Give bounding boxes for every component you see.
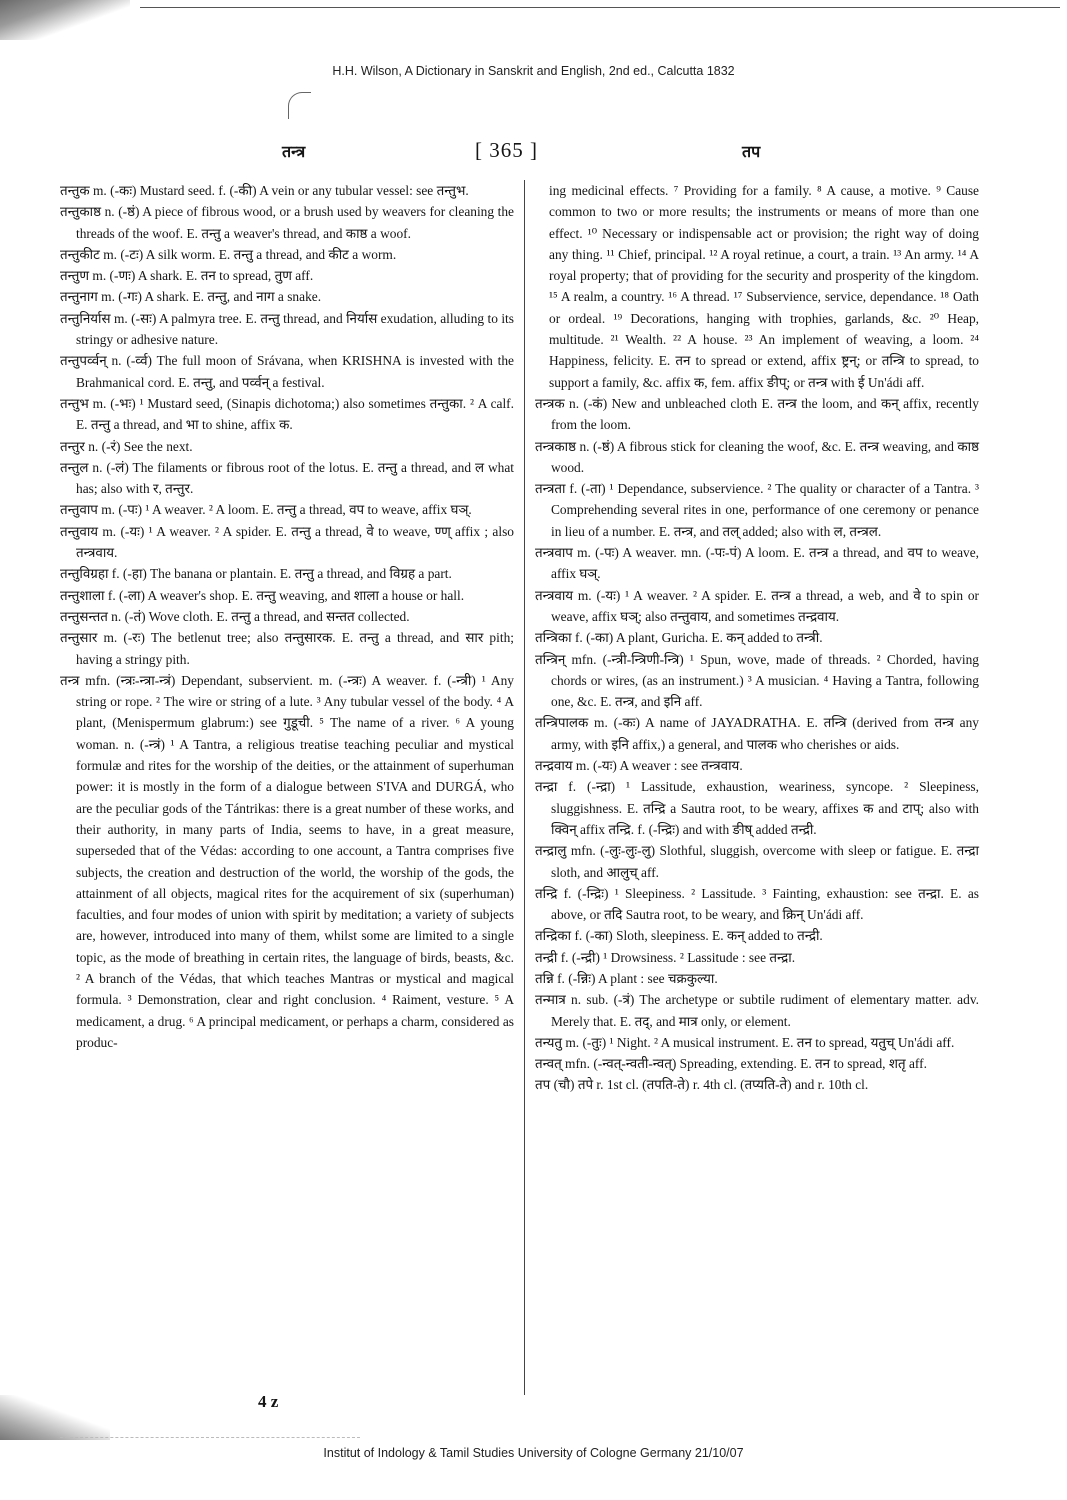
dictionary-entry: तन्तुकाष्ठ n. (-ष्ठं) A piece of fibrous wood, or a brush used by weavers for cleaning the threads of the woof. E. तन्तु a weaver's thread, and काष्ठ a woof. — [60, 204, 514, 241]
dictionary-entry: तन्तुर n. (-रं) See the next. — [60, 438, 193, 454]
page-number: [ 365 ] — [475, 138, 538, 162]
continued-entry-text: ing medicinal effects. ⁷ Providing for a family. ⁸ A cause, a motive. ⁹ Cause common to two or more results; the instruments or means of more than one effect. ¹⁰ Necessary or indispensable act or provision; the right way of doing any thing. ¹¹ Chief, principal. ¹² A royal retinue, a court, a train. ¹³ An army. ¹⁴ A royal property; that of providing for the security and prosperity of the kingdom. ¹⁵ A realm, a country. ¹⁶ A thread. ¹⁷ Subservience, service, dependance. ¹⁸ Oath or ordeal. ¹⁹ Decorations, hanging with trophies, garlands, &c. ²⁰ Heap, multitude. ²¹ Wealth. ²² A house. ²³ An implement of weaving, a loom. ²⁴ Happiness, felicity. E. तन to spread or extend, affix ष्ट्रन्; or तन्त्रि to spread, to support a family, &c. affix क, fem. affix ङीप्; or तन्त्र with ई Un'ádi aff. — [549, 183, 979, 390]
dictionary-entry: तन्द्री f. (-न्द्री) ¹ Drowsiness. ² Lassitude : see तन्द्रा. — [535, 949, 796, 965]
dictionary-entry: तन्तुशाला f. (-ला) A weaver's shop. E. तन्तु weaving, and शाला a house or hall. — [60, 587, 465, 603]
dictionary-entry: तन्यतु m. (-तुः) ¹ Night. ² A musical instrument. E. तन to spread, यतुच् Un'ádi aff. — [535, 1034, 955, 1050]
running-head-right: तप — [742, 142, 761, 161]
dictionary-entry: तन्द्रि f. (-न्द्रिः) ¹ Sleepiness. ² Lassitude. ³ Fainting, exhaustion: see तन्द्रा. E. as above, or तदि Sautra root, to be weary, and क्रिन् Un'ádi aff. — [535, 885, 979, 923]
scan-shadow-bottom-left — [0, 1395, 110, 1440]
dictionary-entry: तन्तुवाय m. (-यः) ¹ A weaver. ² A spider. E. तन्तु a thread, वे to weave, ण्ण् affix ; also तन्त्रवाय. — [60, 523, 514, 561]
dictionary-entry: तन्त्रिका f. (-का) A plant, Guricha. E. कन् added to तन्त्री. — [535, 630, 823, 646]
scan-edge-line-top — [140, 7, 1060, 8]
right-column — [535, 180, 979, 1096]
signature-mark: 4 z — [258, 1392, 279, 1411]
dictionary-entry: तन्त्र mfn. (न्त्रः-न्त्रा-न्त्रं) Dependant, subservient. m. (-न्त्रः) A weaver. f. (-न्त्री) ¹ Any string or rope. ² The wire or string of a lute. ³ Any tubular vessel of the body. ⁴ A plant, (Menispermum glabrum:) see गुडूची. ⁵ The name of a river. ⁶ A young woman. n. (-न्त्रं) ¹ A Tantra, a religious treatise teaching peculiar and mystical formulæ and rites for the worship of the deities, or the attainment of superhuman power: it is mostly in the form of a dialogue between S'IVA and DURGÁ, who are the peculiar gods of the Tántrikas: there is a great number of these works, and their authority, in many parts of India, seems to have, in a great measure, superseded that of the Védas: according to one account, a Tantra comprises five subjects, the creation and destruction of the world, the worship of the gods, the attainment of all objects, magical rites for the acquirement of six (superhuman) faculties, and four modes of union with spirit by meditation; a variety of subjects are, however, introduced into many of them, whilst some are limited to a single topic, as the mode of breathing in certain rites, the language of birds, beasts, &c. ² A branch of the Védas, that which teaches Mantras or mystical and magical formula. ³ Demonstration, clear and right conclusion. ⁴ Raiment, vesture. ⁵ A medicament, a drug. ⁶ A principal medicament, or perhaps a charm, considered as produc- — [60, 672, 514, 1050]
dictionary-entry: तन्तुविग्रहा f. (-हा) The banana or plantain. E. तन्तु a thread, and विग्रह a part. — [60, 566, 452, 582]
dictionary-entry: तन्नि f. (-न्निः) A plant : see चक्रकुल्या. — [535, 970, 718, 986]
scan-shadow-top-left — [0, 0, 130, 40]
dictionary-entry: तन्तुण m. (-णः) A shark. E. तन to spread, तुण aff. — [60, 268, 314, 284]
dictionary-entry: तन्तुकीट m. (-टः) A silk worm. E. तन्तु a thread, and कीट a worm. — [60, 246, 397, 262]
dictionary-entry: तन्तुसार m. (-रः) The betlenut tree; also तन्तुसारक. E. तन्तु a thread, and सार pith; having a stringy pith. — [60, 630, 514, 667]
dictionary-entry: तन्त्रवाप m. (-पः) A weaver. mn. (-पः-पं) A loom. E. तन्त्र a thread, and वप to weave, affix घञ्. — [535, 545, 979, 582]
scan-smudge-mark — [288, 92, 311, 119]
dictionary-entry: तन्तुभ m. (-भः) ¹ Mustard seed, (Sinapis dichotoma;) also sometimes तन्तुका. ² A calf. E. तन्तु a thread, and भा to shine, affix क. — [60, 395, 514, 433]
dictionary-entry: तन्द्रालु mfn. (-लुः-लुः-लु) Slothful, sluggish, overcome with sleep or fatigue. E. तन्द्रा sloth, and आलुच् aff. — [535, 843, 979, 880]
dictionary-entry: तप (चौ) तपे r. 1st cl. (तपति-ते) r. 4th cl. (तप्यति-ते) and r. 10th cl. — [535, 1077, 869, 1093]
dictionary-entry: तन्तुसन्तत n. (-तं) Wove cloth. E. तन्तु a thread, and सन्तत collected. — [60, 608, 410, 624]
dictionary-entry: तन्तुनाग m. (-गः) A shark. E. तन्तु, and नाग a snake. — [60, 289, 322, 305]
dictionary-entry: तन्त्रता f. (-ता) ¹ Dependance, subservience. ² The quality or character of a Tantra. ³ Comprehending several rites in one, performance of one ceremony or penance in lieu of a number. E. तन्त्र, and तल् added; also with ल, तन्त्रल. — [535, 481, 979, 539]
dictionary-entry: तन्तुक m. (-कः) Mustard seed. f. (-की) A vein or any tubular vessel: see तन्तुभ. — [60, 183, 469, 198]
left-column — [60, 180, 514, 1053]
column-divider — [524, 180, 525, 1395]
running-head-left: तन्त्र — [282, 142, 306, 161]
dictionary-entry: तन्त्रवाय m. (-यः) ¹ A weaver. ² A spider. E. तन्त्र a thread, a web, and वे to spin or weave, affix घञ्; also तन्तुवाय, and sometimes तन्द्रवाय. — [535, 587, 979, 624]
dictionary-entry: तन्तुपर्व्वन् n. (-र्व्व) The full moon of Srávana, when KRISHNA is invested with the Brahmanical cord. E. तन्तु, and पर्व्वन् a festival. — [60, 353, 514, 390]
dictionary-entry: तन्त्रकाष्ठ n. (-ष्ठं) A fibrous stick for cleaning the woof, &c. E. तन्त्र weaving, and काष्ठ wood. — [535, 438, 979, 475]
dictionary-entry: तन्वत् mfn. (-न्वत्-न्वती-न्वत्) Spreading, extending. E. तन to spread, शतृ aff. — [535, 1056, 927, 1072]
source-header: H.H. Wilson, A Dictionary in Sanskrit and English, 2nd ed., Calcutta 1832 — [332, 64, 735, 78]
dictionary-entry: तन्त्रिन् mfn. (-न्त्री-न्त्रिणी-न्त्रि) ¹ Spun, wove, made of threads. ² Chorded, having chords or wires, (as an instrument.) ³ A musician. ⁴ Having a Tantra, following one, &c. E. तन्त्र, and इनि aff. — [535, 651, 979, 710]
dictionary-entry: तन्द्रा f. (-न्द्रा) ¹ Lassitude, exhaustion, weariness, syncope. ² Sleepiness, sluggishness. E. तन्द्रि a Sautra root, to be weary, affixes क and टाप्; also with क्विन् affix तन्द्रि. f. (-न्द्रिः) and with ङीष् added तन्द्री. — [535, 779, 979, 837]
dictionary-entry: तन्तुनिर्यास m. (-सः) A palmyra tree. E. तन्तु thread, and निर्यास exudation, alluding to its stringy or adhesive nature. — [60, 310, 514, 348]
dictionary-entry: तन्द्रवाय m. (-यः) A weaver : see तन्त्रवाय. — [535, 758, 743, 774]
dictionary-entry: तन्द्रिका f. (-का) Sloth, sleepiness. E. कन् added to तन्द्री. — [535, 928, 823, 944]
footer-credit: Institut of Indology & Tamil Studies University of Cologne Germany 21/10/07 — [323, 1446, 744, 1460]
dictionary-entry: तन्मात्र n. sub. (-त्रं) The archetype or subtile rudiment of elementary matter. adv. Merely that. E. तद्, and मात्र only, or element. — [535, 992, 979, 1029]
dictionary-entry: तन्त्रिपालक m. (-कः) A name of JAYADRATHA. E. तन्त्रि (derived from तन्त्र any army, with इनि affix,) a general, and पालक who cherishes or aids. — [535, 715, 979, 752]
dictionary-entry: तन्त्रक n. (-कं) New and unbleached cloth E. तन्त्र the loom, and कन् affix, recently from the loom. — [535, 395, 979, 433]
dictionary-entry: तन्तुल n. (-लं) The filaments or fibrous root of the lotus. E. तन्तु a thread, and ल what has; also with र, तन्तुर. — [60, 459, 514, 497]
scan-edge-line-bottom — [60, 1437, 360, 1438]
dictionary-entry: तन्तुवाप m. (-पः) ¹ A weaver. ² A loom. E. तन्तु a thread, वप to weave, affix घञ्. — [60, 502, 472, 518]
